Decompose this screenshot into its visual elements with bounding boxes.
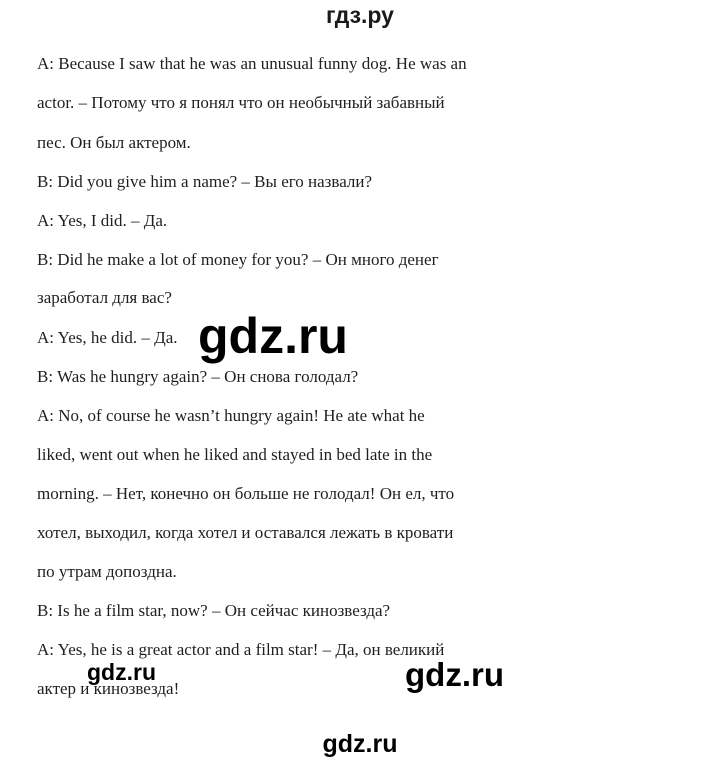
text-line: A: Because I saw that he was an unusual funny dog. He was an <box>37 54 467 73</box>
text-line: актер и кинозвезда! <box>37 679 180 698</box>
text-line: B: Is he a film star, now? – Он сейчас кинозвезда? <box>37 601 391 620</box>
text-line: заработал для вас? <box>37 288 172 307</box>
text-line: по утрам допоздна. <box>37 562 177 581</box>
text-line: пес. Он был актером. <box>37 133 191 152</box>
text-line: A: Yes, I did. – Да. <box>37 211 168 230</box>
text-line: A: Yes, he did. – Да. <box>37 328 178 347</box>
footer-watermark: gdz.ru <box>322 730 398 758</box>
text-line: actor. – Потому что я понял что он необычный забавный <box>37 93 445 112</box>
site-title: гдз.ру <box>326 2 394 28</box>
text-line: A: Yes, he is a great actor and a film star! – Да, он великий <box>37 640 445 659</box>
watermark-logo: gdz.ru <box>198 308 348 364</box>
text-line: B: Did he make a lot of money for you? – Он много денег <box>37 250 439 269</box>
text-line: B: Was he hungry again? – Он снова голодал? <box>37 367 359 386</box>
watermark-logo: gdz.ru <box>87 659 156 685</box>
text-line: morning. – Нет, конечно он больше не голодал! Он ел, что <box>37 484 455 503</box>
text-line: B: Did you give him a name? – Вы его назвали? <box>37 172 373 191</box>
text-line: хотел, выходил, когда хотел и оставался лежать в кровати <box>37 523 454 542</box>
text-line: A: No, of course he wasn’t hungry again! He ate what he <box>37 406 425 425</box>
text-line: liked, went out when he liked and stayed in bed late in the <box>37 445 433 464</box>
watermark-logo: gdz.ru <box>405 656 504 693</box>
